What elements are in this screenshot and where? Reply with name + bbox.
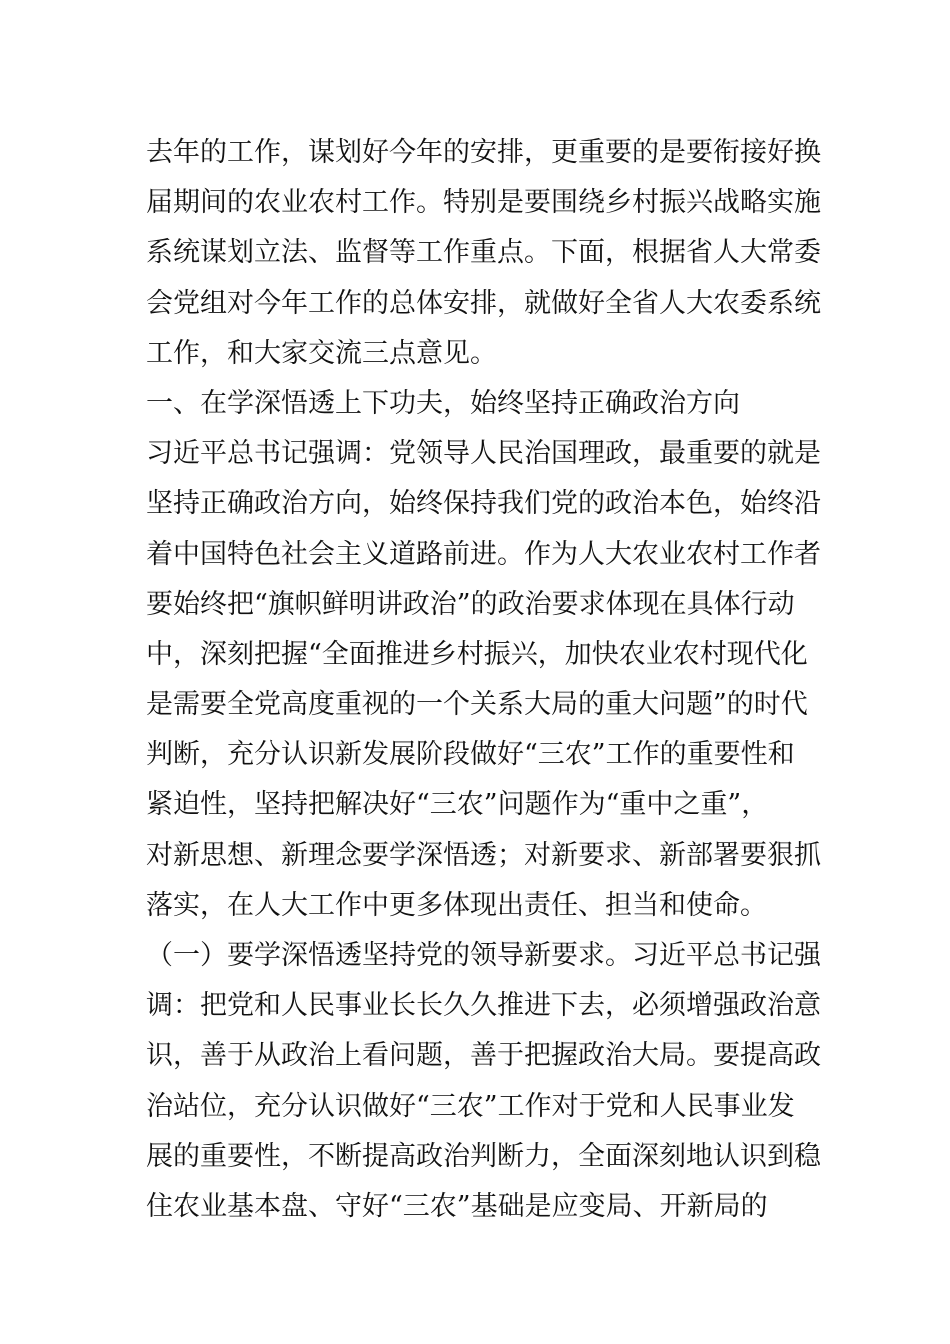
text-line: 判断，充分认识新发展阶段做好“三农”工作的重要性和 bbox=[146, 739, 795, 771]
text-line: 落实，在人大工作中更多体现出责任、担当和使命。 bbox=[146, 889, 767, 921]
text-line: 坚持正确政治方向，始终保持我们党的政治本色，始终沿 bbox=[146, 488, 821, 520]
text-line: 紧迫性，坚持把解决好“三农”问题作为“重中之重”， bbox=[146, 789, 769, 821]
text-line: 要始终把“旗帜鲜明讲政治”的政治要求体现在具体行动 bbox=[146, 588, 795, 620]
text-line: 工作，和大家交流三点意见。 bbox=[146, 337, 497, 369]
text-line: 会党组对今年工作的总体安排，就做好全省人大农委系统 bbox=[146, 287, 821, 319]
text-line: 调：把党和人民事业长长久久推进下去，必须增强政治意 bbox=[146, 990, 821, 1022]
text-line: 着中国特色社会主义道路前进。作为人大农业农村工作者 bbox=[146, 538, 821, 570]
section-heading: 一、在学深悟透上下功夫，始终坚持正确政治方向 bbox=[146, 387, 740, 419]
text-line: 治站位，充分认识做好“三农”工作对于党和人民事业发 bbox=[146, 1090, 795, 1122]
document-body bbox=[146, 128, 821, 1232]
text-line: 习近平总书记强调：党领导人民治国理政，最重要的就是 bbox=[146, 438, 821, 470]
text-line: 住农业基本盘、守好“三农”基础是应变局、开新局的 bbox=[146, 1190, 768, 1222]
text-line: 中，深刻把握“全面推进乡村振兴，加快农业农村现代化 bbox=[146, 638, 808, 670]
subsection-heading-line: （一）要学深悟透坚持党的领导新要求。习近平总书记强 bbox=[146, 940, 821, 971]
text-line: 对新思想、新理念要学深悟透；对新要求、新部署要狠抓 bbox=[146, 839, 821, 871]
text-line: 识，善于从政治上看问题，善于把握政治大局。要提高政 bbox=[146, 1040, 821, 1072]
text-line: 去年的工作，谋划好今年的安排，更重要的是要衔接好换 bbox=[146, 137, 821, 168]
text-line: 系统谋划立法、监督等工作重点。下面，根据省人大常委 bbox=[146, 237, 821, 269]
text-line: 届期间的农业农村工作。特别是要围绕乡村振兴战略实施 bbox=[146, 187, 821, 219]
text-line: 展的重要性，不断提高政治判断力，全面深刻地认识到稳 bbox=[146, 1140, 821, 1172]
text-line: 是需要全党高度重视的一个关系大局的重大问题”的时代 bbox=[146, 689, 808, 721]
